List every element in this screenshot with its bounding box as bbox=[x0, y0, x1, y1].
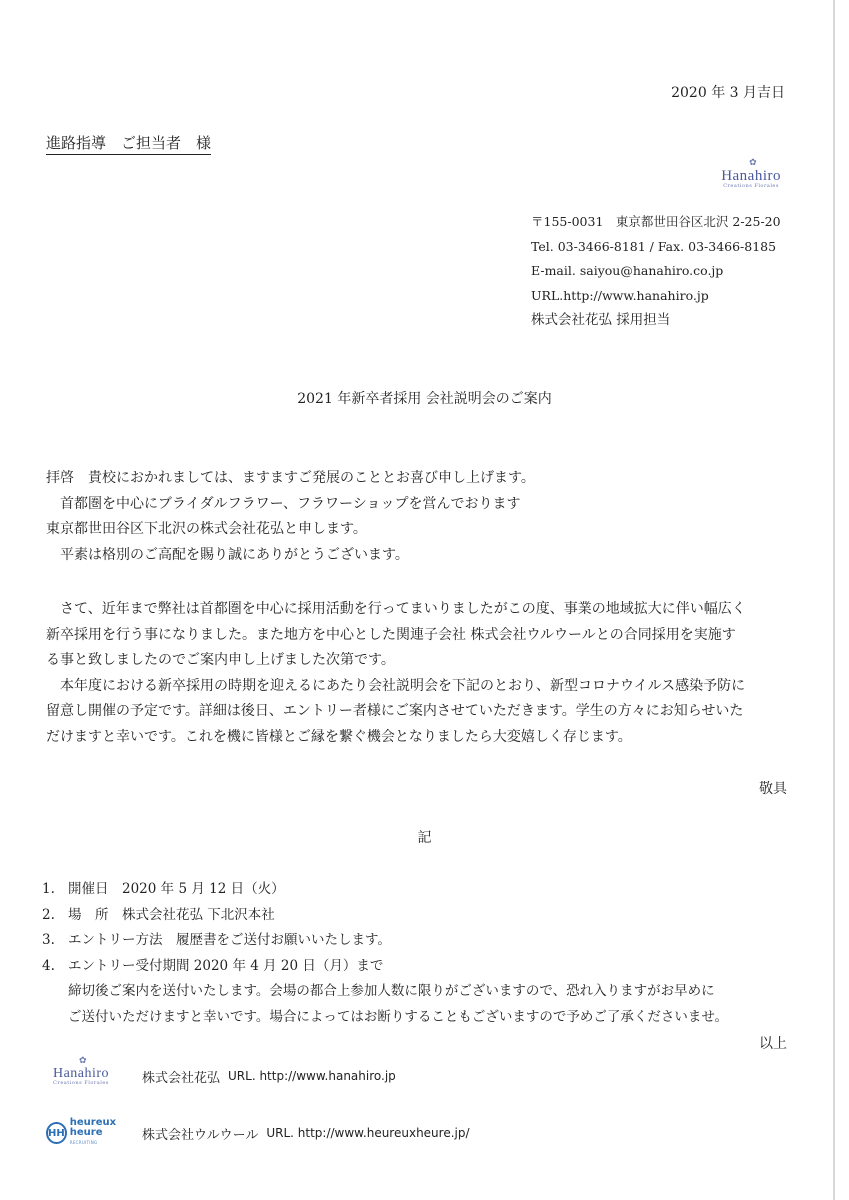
letter-title: 2021 年新卒者採用 会社説明会のご案内 bbox=[297, 391, 552, 407]
heureux-line2: heure bbox=[69, 1127, 103, 1138]
addressee: 進路指導 ご担当者 様 bbox=[46, 132, 211, 155]
contact-block bbox=[531, 210, 781, 333]
footer-hanahiro bbox=[46, 1056, 396, 1086]
item-text: エントリー受付期間 2020 年 4 月 20 日（月）まで bbox=[68, 957, 384, 974]
hanahiro-logo bbox=[721, 158, 781, 189]
contact-email: E-mail. saiyou@hanahiro.co.jp bbox=[531, 263, 724, 278]
item-text: 開催日 2020 年 5 月 12 日（火） bbox=[68, 881, 285, 897]
hanahiro-footer-logo bbox=[46, 1056, 116, 1086]
item-number: 4. bbox=[42, 957, 55, 974]
event-details-list bbox=[42, 877, 728, 1030]
item-number: 3. bbox=[42, 932, 55, 948]
flower-icon: ✿ bbox=[79, 1056, 87, 1066]
item-number: 2. bbox=[42, 906, 55, 923]
body-paragraph bbox=[46, 597, 806, 750]
page-edge bbox=[833, 0, 835, 1200]
footer-heureux bbox=[46, 1118, 470, 1148]
heureux-line1: heureux bbox=[69, 1117, 117, 1128]
list-item bbox=[42, 903, 728, 929]
contact-department: 株式会社花弘 採用担当 bbox=[531, 312, 671, 328]
footer-url[interactable]: URL. http://www.heureuxheure.jp/ bbox=[266, 1126, 470, 1140]
closing-keigu: 敬具 bbox=[759, 781, 787, 797]
logo-tagline: Creations Florales bbox=[53, 1080, 109, 1086]
heureux-tagline: RECRUITING bbox=[69, 1140, 98, 1145]
contact-tel-fax: Tel. 03-3466-8181 / Fax. 03-3466-8185 bbox=[531, 238, 777, 254]
greeting-line: 拝啓 貴校におかれましては、ますますご発展のこととお喜び申し上げます。 bbox=[46, 470, 535, 486]
greeting-line: 平素は格別のご高配を賜り誠にありがとうございます。 bbox=[46, 546, 409, 563]
logo-name: Hanahiro bbox=[721, 168, 781, 184]
item-note: 締切後ご案内を送付いたします。会場の都合上参加人数に限りがございますので、恐れ入りますがお早めに bbox=[68, 983, 715, 999]
list-item bbox=[42, 928, 728, 954]
closing-ijo: 以上 bbox=[759, 1036, 787, 1052]
body-line: る事と致しましたのでご案内申し上げました次第です。 bbox=[46, 652, 395, 668]
contact-url: URL.http://www.hanahiro.jp bbox=[531, 287, 709, 303]
letter-date: 2020 年 3 月吉日 bbox=[671, 85, 785, 101]
body-line: 本年度における新卒採用の時期を迎えるにあたり会社説明会を下記のとおり、新型コロナウイルス感染予防に bbox=[46, 677, 746, 694]
body-line: だけますと幸いです。これを機に皆様とご縁を繋ぐ機会となりましたら大変嬉しく存じます。 bbox=[46, 728, 632, 745]
greeting-paragraph bbox=[46, 466, 806, 568]
body-line: 留意し開催の予定です。詳細は後日、エントリー者様にご案内させていただきます。学生の方々にお知らせいた bbox=[46, 703, 744, 719]
heureux-mark-icon: HH bbox=[46, 1122, 67, 1144]
logo-tagline: Creations Florales bbox=[723, 183, 779, 189]
ki-heading: 記 bbox=[417, 830, 432, 846]
greeting-line: 首都圏を中心にブライダルフラワー、フラワーショップを営んでおります bbox=[46, 495, 521, 512]
body-line: 新卒採用を行う事になりました。また地方を中心とした関連子会社 株式会社ウルウールとの合同採用を実施す bbox=[46, 626, 736, 643]
list-item bbox=[42, 877, 728, 903]
item-number: 1. bbox=[42, 881, 55, 897]
logo-name: Hanahiro bbox=[52, 1066, 110, 1081]
heureux-heure-logo bbox=[46, 1118, 116, 1148]
item-text: 場 所 株式会社花弘 下北沢本社 bbox=[68, 906, 275, 923]
item-text: エントリー方法 履歴書をご送付お願いいたします。 bbox=[68, 932, 391, 948]
greeting-line: 東京都世田谷区下北沢の株式会社花弘と申します。 bbox=[46, 521, 367, 537]
contact-address: 〒155-0031 東京都世田谷区北沢 2-25-20 bbox=[531, 214, 781, 229]
flower-icon: ✿ bbox=[749, 158, 757, 168]
list-item bbox=[42, 954, 728, 980]
footer-company: 株式会社ウルウール bbox=[142, 1127, 259, 1143]
footer-url[interactable]: URL. http://www.hanahiro.jp bbox=[228, 1069, 396, 1083]
footer-company: 株式会社花弘 bbox=[142, 1070, 221, 1086]
body-line: さて、近年まで弊社は首都圏を中心に採用活動を行ってまいりましたがこの度、事業の地域拡大に伴い幅広く bbox=[46, 601, 746, 617]
item-note: ご送付いただけますと幸いです。場合によってはお断りすることもございますので予めご了承くださいませ。 bbox=[68, 1008, 729, 1025]
